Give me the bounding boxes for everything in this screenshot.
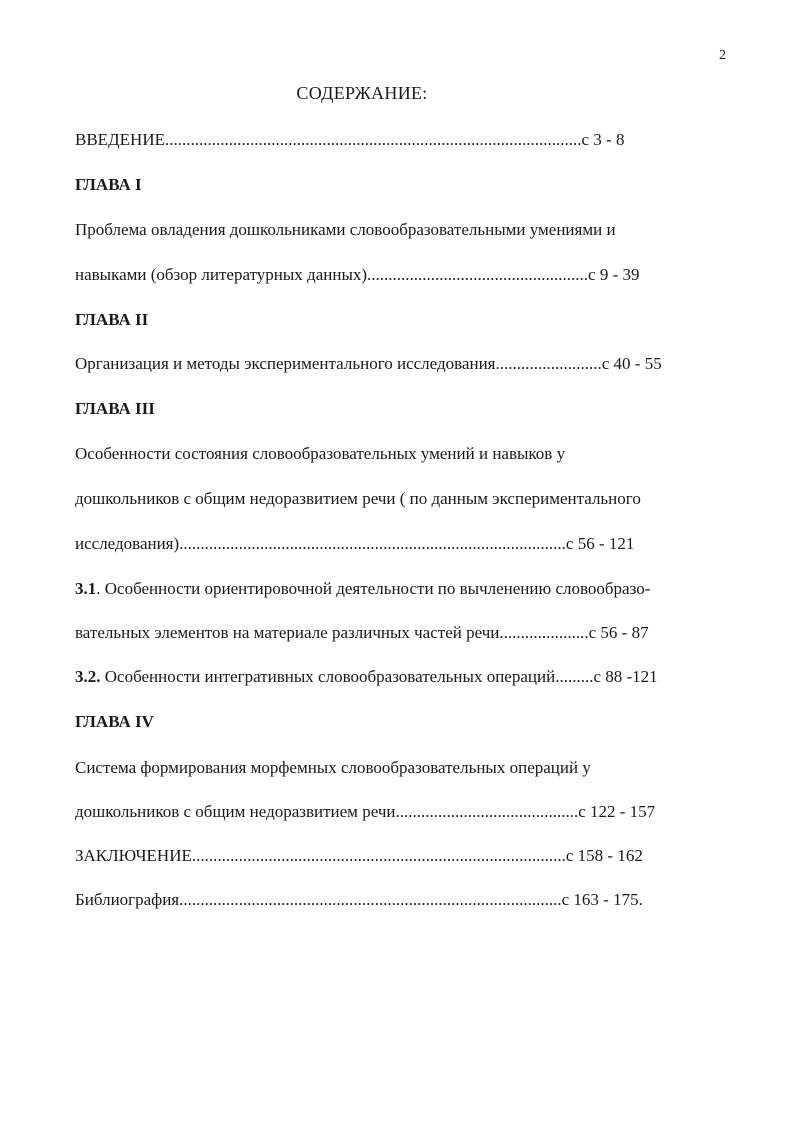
toc-line (75, 443, 565, 465)
toc-line-text: исследования) (75, 534, 180, 553)
toc-line-text: вательных элементов на материале различных частей речи (75, 623, 500, 642)
toc-leader-dots: ......................... (495, 354, 602, 373)
toc-line (75, 801, 655, 823)
toc-page-range: с 56 - 121 (565, 534, 635, 553)
toc-line-text: ЗАКЛЮЧЕНИЕ (75, 846, 192, 865)
toc-line (75, 757, 591, 779)
toc-leader-dots: .................................................... (367, 265, 589, 284)
toc-chapter-heading (75, 711, 154, 733)
toc-line-text: Особенности состояния словообразовательных умений и навыков у (75, 444, 566, 463)
toc-line-text: Особенности интегративных словообразовательных операций (100, 667, 556, 686)
toc-line-bibliography (75, 889, 643, 911)
toc-line-text: Система формирования морфемных словообразовательных операций у (75, 758, 591, 777)
toc-page-range: с 40 - 55 (601, 354, 662, 373)
toc-line (75, 622, 649, 644)
toc-leader-dots: ..................... (499, 623, 589, 642)
toc-line-text: ВВЕДЕНИЕ (75, 130, 165, 149)
toc-page-range: с 9 - 39 (588, 265, 640, 284)
toc-chapter-heading (75, 174, 142, 196)
toc-line-text: ГЛАВА I (75, 175, 142, 194)
toc-leader-dots: ........................................................................................... (179, 534, 566, 553)
toc-line-text: Организация и методы экспериментального исследования (75, 354, 496, 373)
toc-leader-dots: .......................................................................................... (179, 890, 562, 909)
toc-line-conclusion (75, 845, 643, 867)
toc-page-range: с 56 - 87 (588, 623, 649, 642)
toc-line-text: ГЛАВА III (75, 399, 155, 418)
toc-chapter-heading (75, 398, 155, 420)
toc-page-range: с 158 - 162 (565, 846, 643, 865)
toc-page-range: с 122 - 157 (578, 802, 656, 821)
toc-line-text: . Особенности ориентировочной деятельности по вычленению словообразо- (96, 579, 651, 598)
page-number: 2 (719, 48, 726, 63)
toc-line-text: дошкольников с общим недоразвитием речи ( по данным экспериментального (75, 489, 641, 508)
toc-line (75, 219, 616, 241)
toc-leader-dots: ........................................... (395, 802, 579, 821)
toc-section-number: 3.1 (75, 579, 97, 598)
toc-subsection-line (75, 578, 650, 600)
toc-line (75, 533, 634, 555)
toc-line (75, 353, 662, 375)
toc-line-text: Библиография (75, 890, 180, 909)
toc-page-range: с 88 -121 (593, 667, 658, 686)
toc-chapter-heading (75, 309, 148, 331)
toc-subsection-line (75, 666, 658, 688)
page-title: СОДЕРЖАНИЕ: (296, 83, 428, 103)
toc-leader-dots: ......... (555, 667, 594, 686)
toc-line-text: навыками (обзор литературных данных) (75, 265, 368, 284)
toc-section-number: 3.2. (75, 667, 101, 686)
toc-page-range: с 3 - 8 (581, 130, 625, 149)
toc-line (75, 264, 640, 286)
toc-line-text: ГЛАВА IV (75, 712, 154, 731)
toc-leader-dots: .................................................................................................. (164, 130, 582, 149)
toc-line-text: Проблема овладения дошкольниками словообразовательными умениями и (75, 220, 616, 239)
toc-line-text: дошкольников с общим недоразвитием речи (75, 802, 396, 821)
toc-line (75, 488, 641, 510)
toc-line-text: ГЛАВА II (75, 310, 149, 329)
toc-page-range: с 163 - 175. (561, 890, 643, 909)
toc-line-introduction (75, 129, 624, 151)
toc-leader-dots: ........................................................................................ (191, 846, 566, 865)
